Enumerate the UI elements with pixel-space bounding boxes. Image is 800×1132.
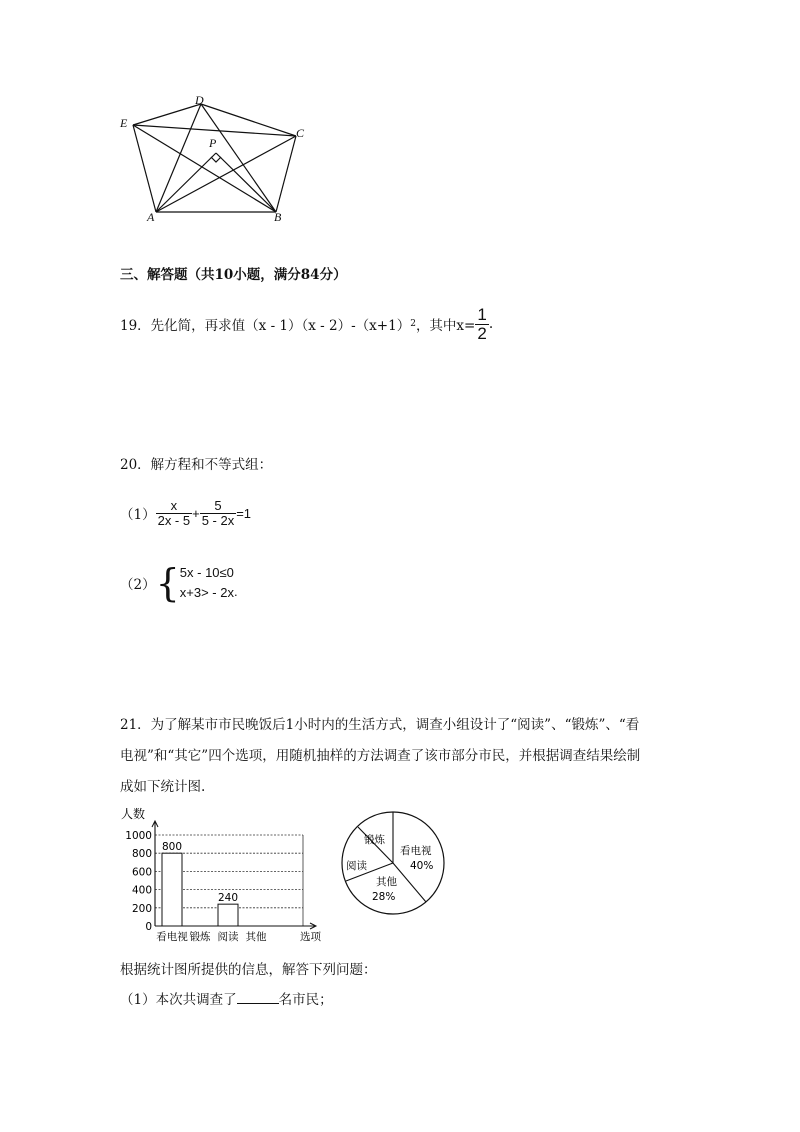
pie-chart	[338, 808, 448, 918]
q21-sub1-post: 名市民；	[278, 992, 333, 1008]
bar-chart-y-tick: 400	[131, 884, 152, 897]
question-21-sub-1	[120, 988, 333, 1008]
q19-fraction	[475, 306, 488, 343]
label-c: C	[296, 126, 305, 140]
q20-p1-fraction-2	[200, 499, 237, 527]
label-p: P	[209, 136, 217, 150]
q19-frac-den: 2	[477, 323, 487, 343]
q21-sub1-pre: （1）本次共调查了	[120, 992, 237, 1008]
q20-p1-equals: =1	[236, 505, 252, 521]
q20-p1-label: （1）	[120, 507, 156, 523]
question-20-part-2	[120, 561, 238, 605]
label-b: B	[274, 210, 282, 224]
q20-p1-f2-num: 5	[200, 499, 237, 514]
question-21-line-1: 21．为了解某市市民晚饭后1小时内的生活方式，调查小组设计了“阅读”、“锻炼”、“看	[120, 717, 640, 733]
bar-data-label: 240	[217, 892, 239, 905]
q19-exponent: 2	[410, 319, 416, 329]
q20-p1-f1-num: x	[156, 499, 193, 514]
q20-p1-f1-den: 2x - 5	[157, 512, 191, 528]
bar-chart-x-axis-label: 选项	[300, 931, 321, 943]
q19-frac-num: 1	[477, 304, 487, 324]
bar-chart-category-label: 其他	[245, 931, 267, 943]
label-a: A	[147, 210, 155, 224]
q20-p2-label: （2）	[120, 577, 156, 593]
geometry-figure	[110, 90, 320, 230]
q20-p1-plus: +	[192, 505, 200, 521]
bar-chart-category-label: 看电视	[156, 931, 188, 943]
pie-label-other-percent: 28%	[372, 891, 396, 903]
q21-sub1-answer-blank[interactable]	[237, 991, 279, 1004]
q19-end: .	[488, 316, 494, 332]
pie-label-tv-percent: 40%	[410, 860, 434, 872]
bar-chart-y-axis-label: 人数	[121, 807, 146, 821]
q20-p2-line-2: x+3> - 2x	[179, 585, 234, 600]
q19-text: 19．先化简，再求值（x - 1）（x - 2）-（x+1）	[120, 318, 411, 334]
bar-chart-y-tick: 1000	[125, 830, 152, 842]
question-21-after-chart: 根据统计图所提供的信息，解答下列问题：	[120, 962, 377, 978]
pie-label-other: 其他	[376, 876, 397, 888]
label-e: E	[120, 116, 128, 130]
question-21-line-2: 电视”和“其它”四个选项，用随机抽样的方法调查了该市部分市民，并根据调查结果绘制	[120, 748, 641, 764]
question-20: 20．解方程和不等式组：	[120, 457, 273, 473]
bar-chart-category-label: 阅读	[217, 931, 239, 943]
q20-p1-fraction-1	[156, 499, 193, 527]
bar-chart-y-tick: 600	[131, 866, 152, 879]
pie-label-exercise: 锻炼	[364, 834, 385, 846]
q20-p2-line-1: 5x - 10≤0	[179, 565, 234, 580]
section-title: 三、解答题（共10小题，满分84分）	[120, 267, 347, 283]
q20-p2-system	[180, 563, 234, 603]
bar-chart-category-label: 锻炼	[189, 931, 211, 943]
bar-chart	[115, 800, 335, 948]
q19-condition: ，其中x=	[415, 318, 476, 334]
pie-label-tv: 看电视	[400, 845, 432, 857]
question-21-line-3: 成如下统计图.	[120, 779, 206, 795]
bar-data-label: 800	[161, 841, 183, 854]
question-19	[120, 306, 493, 342]
bar-chart-y-tick: 800	[131, 848, 152, 861]
q20-p2-end: .	[233, 584, 238, 599]
bar	[162, 853, 182, 926]
question-20-part-1	[120, 494, 251, 532]
label-d: D	[195, 93, 204, 107]
q20-p1-f2-den: 5 - 2x	[201, 512, 235, 528]
pie-label-reading: 阅读	[346, 860, 367, 872]
q20-p2-brace: {	[155, 561, 180, 605]
bar-chart-y-tick: 200	[131, 902, 152, 915]
bar	[218, 904, 238, 926]
bar-chart-y-tick: 0	[145, 921, 152, 933]
